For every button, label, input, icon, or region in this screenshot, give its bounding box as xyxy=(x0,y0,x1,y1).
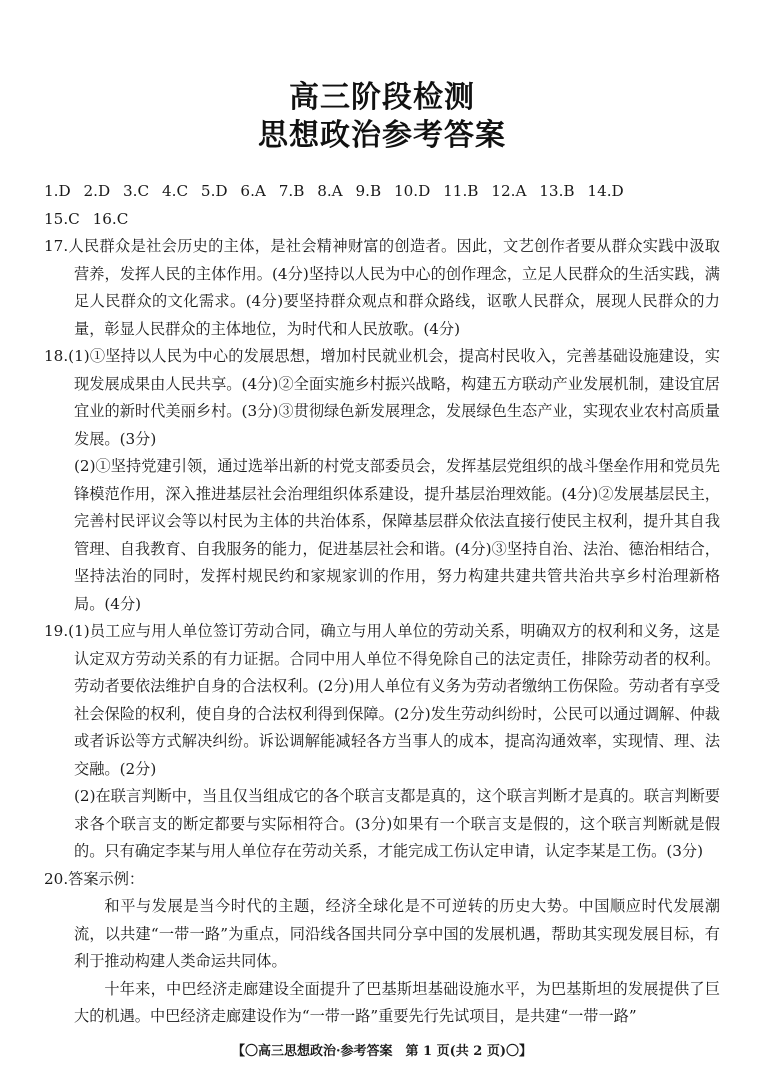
choice-answer: 6.A xyxy=(240,182,266,200)
choice-answer: 11.B xyxy=(443,182,479,200)
choice-answer: 1.D xyxy=(44,182,71,200)
choice-answer: 15.C xyxy=(44,209,80,228)
question-19-part-2-answer: (2)在联言判断中，当且仅当组成它的各个联言支都是真的，这个联言判断才是真的。联言判断要求各个联言支的断定都要与实际相符合。(3分)如果有一个联言支是假的，这个联言判断就是假的。只有确定李某与用人单位存在劳动关系，才能完成工伤认定申请，认定李某是工伤。(3分) xyxy=(74,787,720,860)
choice-answer: 16.C xyxy=(92,209,129,228)
choice-answer: 3.C xyxy=(123,182,150,200)
question-18-part-1-answer: 18.(1)①坚持以人民为中心的发展思想，增加村民就业机会，提高村民收入，完善基础设施建设，实现发展成果由人民共享。(4分)②全面实施乡村振兴战略，构建五方联动产业发展机制，建设宜居宜业的新时代美丽乡村。(3分)③贯彻绿色新发展理念，发展绿色生态产业，实现农业农村高质量发展。(3分) xyxy=(44,347,720,448)
question-20-heading: 20.答案示例： xyxy=(44,869,145,888)
page-footer: 【〇高三思想政治·参考答案 第 1 页(共 2 页)〇】 xyxy=(231,1044,533,1059)
choice-answer: 12.A xyxy=(491,182,527,200)
choice-answer: 13.B xyxy=(539,182,575,200)
choice-answer: 14.D xyxy=(587,182,624,200)
choice-answer: 8.A xyxy=(317,182,343,200)
choice-answer: 10.D xyxy=(393,182,431,200)
question-19-part-1-answer: 19.(1)员工应与用人单位签订劳动合同，确立与用人单位的劳动关系，明确双方的权利和义务，这是认定双方劳动关系的有力证据。合同中用人单位不得免除自己的法定责任，排除劳动者的权利。劳动者要依法维护自身的合法权利。(2分)用人单位有义务为劳动者缴纳工伤保险。劳动者有享受社会保险的权利，使自身的合法权利得到保障。(2分)发生劳动纠纷时，公民可以通过调解、仲裁或者诉讼等方式解决纠纷。诉讼调解能减轻各方当事人的成本，提高沟通效率，实现情、理、法交融。(2分) xyxy=(44,622,720,778)
choice-answer: 2.D xyxy=(83,182,111,200)
answer-content xyxy=(44,178,720,1031)
page-title: 高三阶段检测 xyxy=(289,80,475,115)
choice-answers-row-2 xyxy=(44,206,720,234)
question-17-answer: 17.人民群众是社会历史的主体，是社会精神财富的创造者。因此，文艺创作者要从群众实践中汲取营养，发挥人民的主体作用。(4分)坚持以人民为中心的创作理念，立足人民群众的生活实践，满足人民群众的文化需求。(4分)要坚持群众观点和群众路线，讴歌人民群众，展现人民群众的力量，彰显人民群众的主体地位，为时代和人民放歌。(4分) xyxy=(44,237,720,338)
choice-answer: 4.C xyxy=(161,182,189,200)
choice-answer: 5.D xyxy=(200,182,228,200)
question-20-paragraph-2: 十年来，中巴经济走廊建设全面提升了巴基斯坦基础设施水平，为巴基斯坦的发展提供了巨大的机遇。中巴经济走廊建设作为“一带一路”重要先行先试项目，是共建“一带一路” xyxy=(74,979,720,1025)
choice-answer: 9.B xyxy=(355,182,382,200)
page-subtitle: 思想政治参考答案 xyxy=(258,118,506,153)
choice-answers-row-1 xyxy=(44,178,720,206)
question-20-paragraph-1: 和平与发展是当今时代的主题，经济全球化是不可逆转的历史大势。中国顺应时代发展潮流，以共建“一带一路”为重点，同沿线各国共同分享中国的发展机遇，帮助其实现发展目标，有利于推动构建人类命运共同体。 xyxy=(74,897,720,970)
choice-answer: 7.B xyxy=(278,182,305,200)
question-18-part-2-answer: (2)①坚持党建引领，通过选举出新的村党支部委员会，发挥基层党组织的战斗堡垒作用和党员先锋模范作用，深入推进基层社会治理组织体系建设，提升基层治理效能。(4分)②发展基层民主，完善村民评议会等以村民为主体的共治体系，保障基层群众依法直接行使民主权利，提升其自我管理、自我教育、自我服务的能力，促进基层社会和谐。(4分)③坚持自治、法治、德治相结合，坚持法治的同时，发挥村规民约和家规家训的作用，努力构建共建共管共治共享乡村治理新格局。(4分) xyxy=(74,457,720,613)
